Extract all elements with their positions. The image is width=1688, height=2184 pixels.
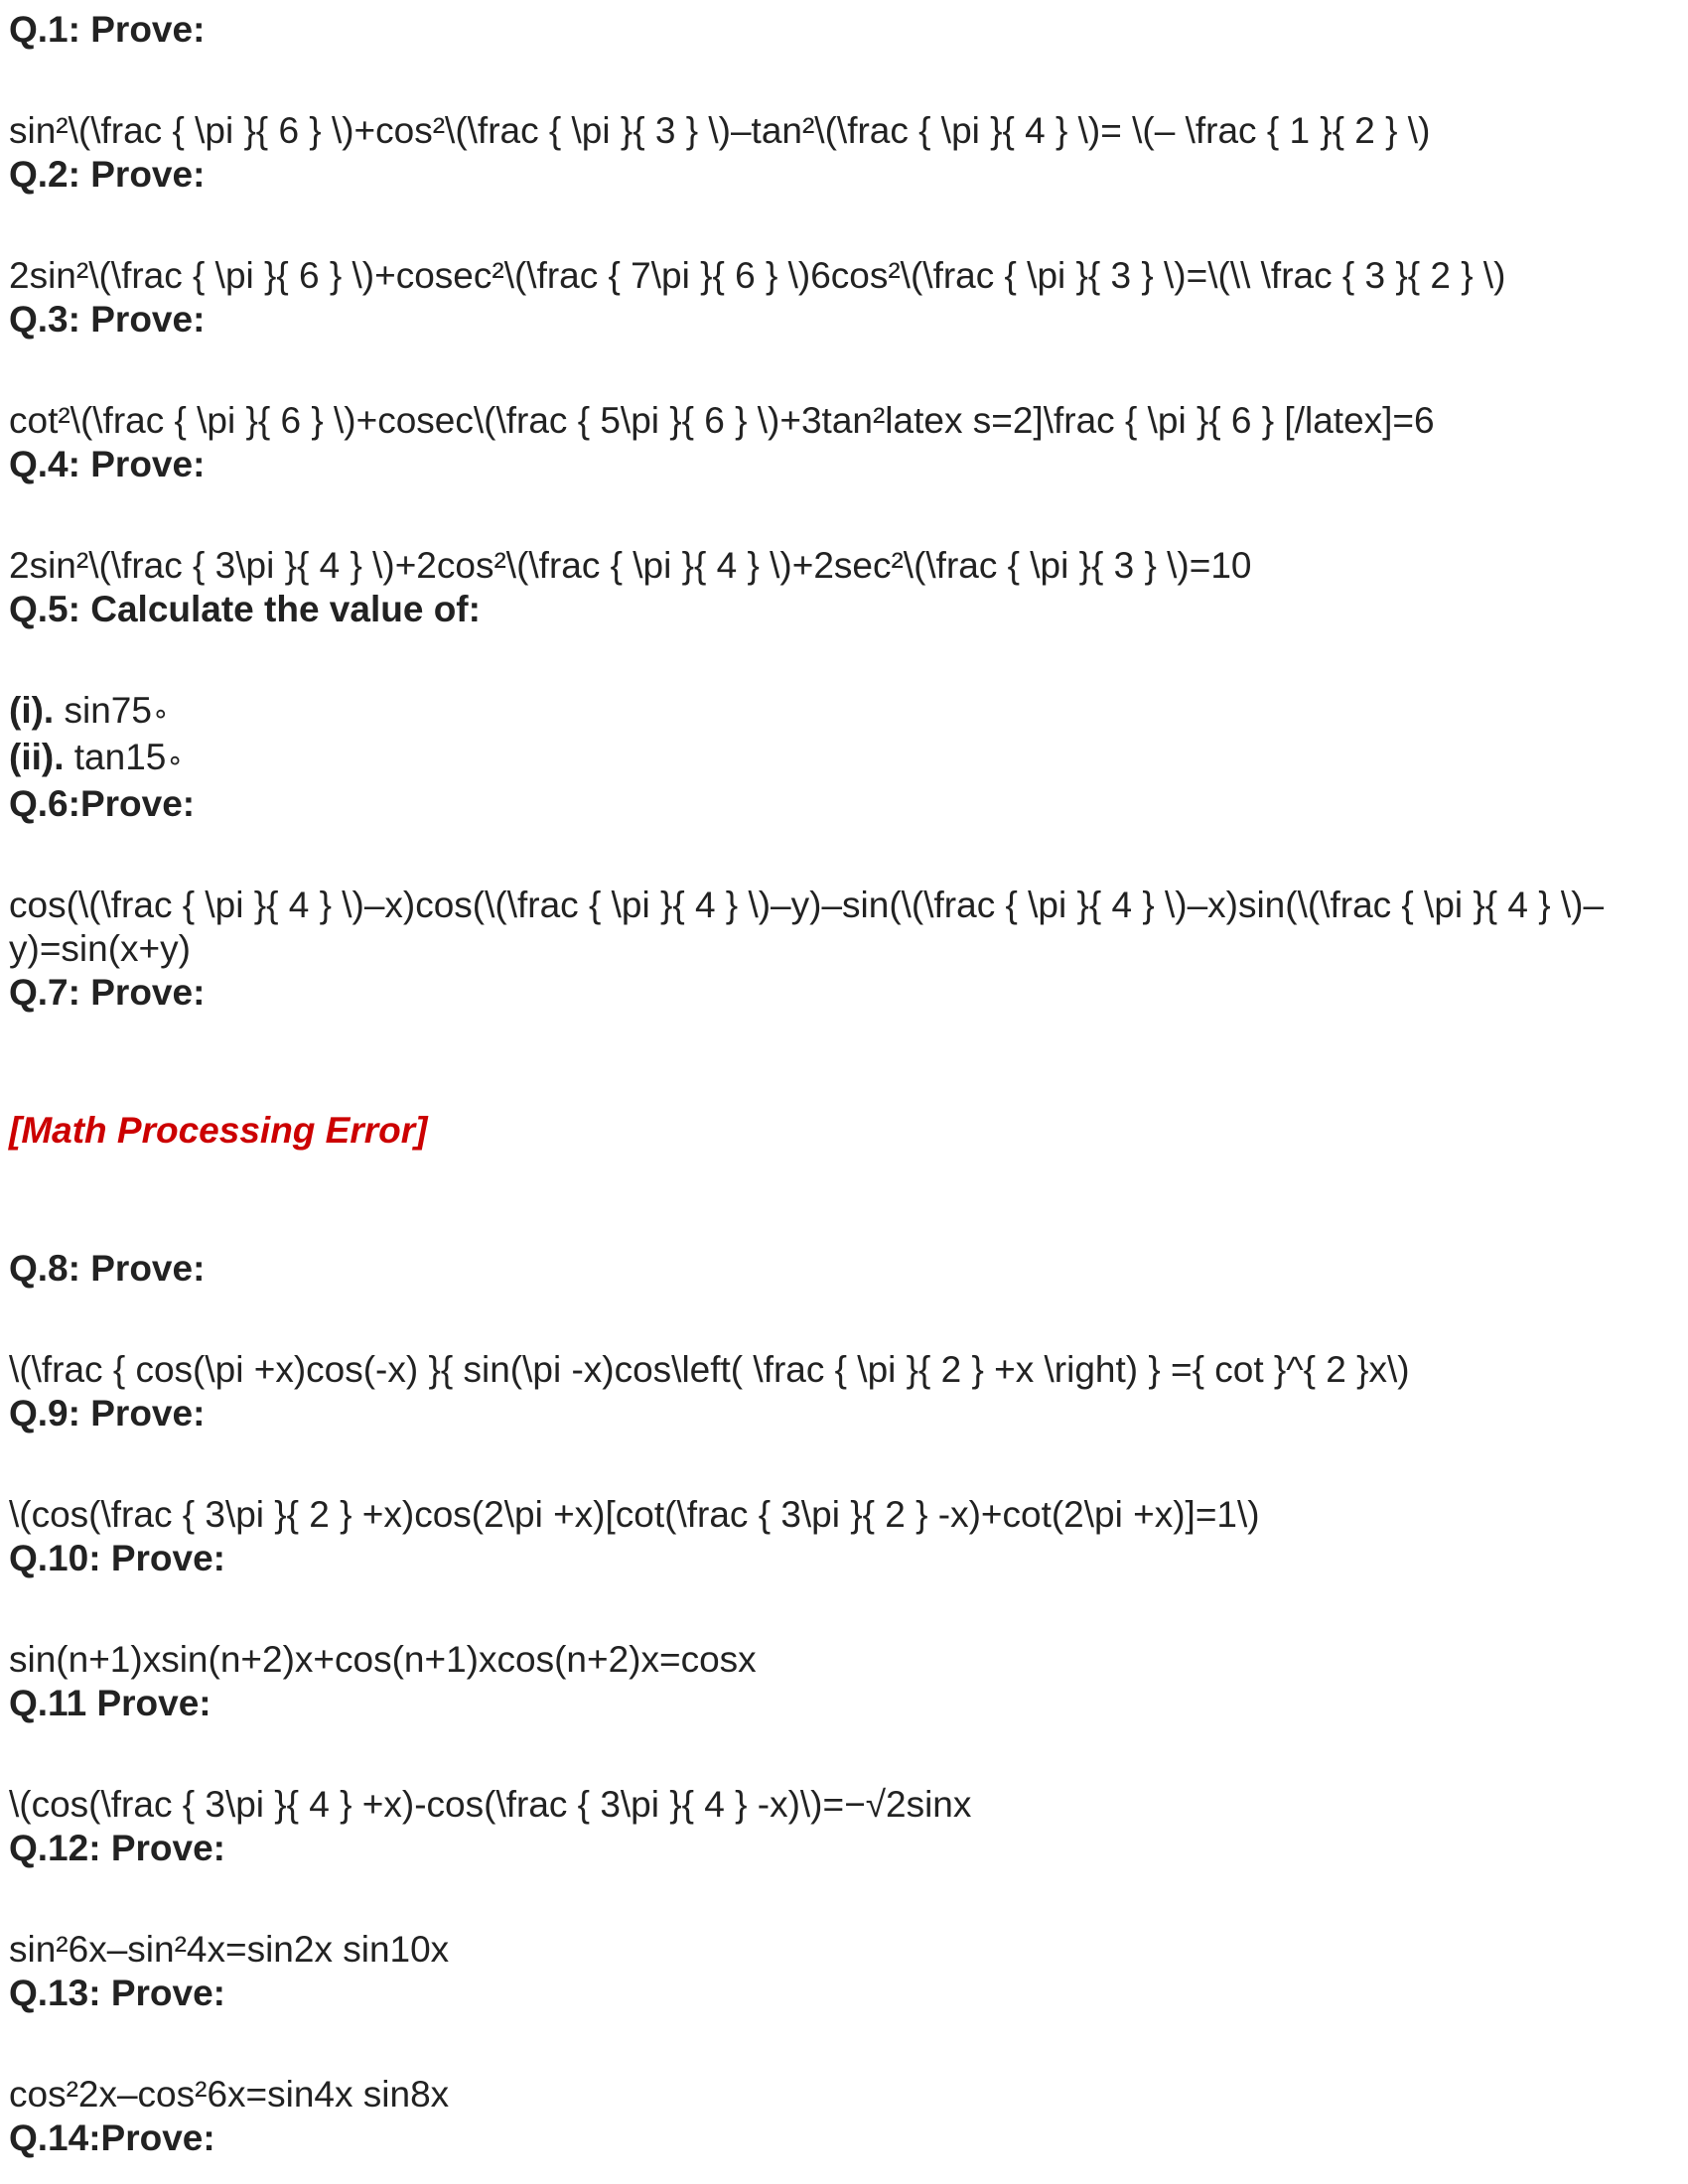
question-13-title: Q.13: Prove: [9,1973,225,2013]
question-10-title: Q.10: Prove: [9,1538,225,1578]
question-11-title: Q.11 Prove: [9,1683,211,1723]
question-14-title: Q.14:Prove: [9,2117,215,2158]
question-8-body: \(\frac { cos(\pi +x)cos(-x) }{ sin(\pi -x)cos\left( \frac { \pi }{ 2 } +x \right) } ={ cot }^{ 2 }x\) [9,1349,1410,1390]
question-1-title: Q.1: Prove: [9,9,206,50]
question-12-title: Q.12: Prove: [9,1828,225,1868]
question-9-title: Q.9: Prove: [9,1393,206,1433]
question-5-item-ii-label: (ii). [9,737,65,777]
question-1-body: sin²\(\frac { \pi }{ 6 } \)+cos²\(\frac { \pi }{ 3 } \)–tan²\(\frac { \pi }{ 4 } \)= \(– \frac { 1 }{ 2 } \) [9,110,1431,151]
question-8-title: Q.8: Prove: [9,1248,206,1289]
question-5-item-ii [9,736,1637,782]
question-3-title: Q.3: Prove: [9,299,206,340]
math-processing-error: [Math Processing Error] [9,1110,428,1151]
degree-symbol: ∘ [166,745,184,775]
question-5-item-ii-text: tan15 [64,737,167,777]
question-7-title: Q.7: Prove: [9,972,206,1013]
question-13-body: cos²2x–cos²6x=sin4x sin8x [9,2074,450,2115]
question-6-body: cos(\(\frac { \pi }{ 4 } \)–x)cos(\(\frac { \pi }{ 4 } \)–y)–sin(\(\frac { \pi }{ 4 } \)–x)sin(\(\frac { \pi }{ 4 } \)–y)=sin(x+y) [9,885,1605,969]
question-5-item-i-label: (i). [9,690,55,731]
degree-symbol: ∘ [151,698,170,729]
question-10-body: sin(n+1)xsin(n+2)x+cos(n+1)xcos(n+2)x=cosx [9,1639,757,1680]
question-12-body: sin²6x–sin²4x=sin2x sin10x [9,1929,450,1970]
question-5-title: Q.5: Calculate the value of: [9,589,481,629]
question-2-body: 2sin²\(\frac { \pi }{ 6 } \)+cosec²\(\frac { 7\pi }{ 6 } \)6cos²\(\frac { \pi }{ 3 } \)=\(\\ \frac { 3 }{ 2 } \) [9,255,1506,296]
question-6-title: Q.6:Prove: [9,783,196,824]
question-5-item-i [9,689,1637,736]
question-11-body: \(cos(\frac { 3\pi }{ 4 } +x)-cos(\frac { 3\pi }{ 4 } -x)\)=−√2sinx [9,1784,972,1825]
question-3-body: cot²\(\frac { \pi }{ 6 } \)+cosec\(\frac { 5\pi }{ 6 } \)+3tan²latex s=2]\frac { \pi }{ 6 } [/latex]=6 [9,400,1435,441]
question-4-body: 2sin²\(\frac { 3\pi }{ 4 } \)+2cos²\(\frac { \pi }{ 4 } \)+2sec²\(\frac { \pi }{ 3 } \)=10 [9,545,1252,586]
question-4-title: Q.4: Prove: [9,444,206,484]
question-9-body: \(cos(\frac { 3\pi }{ 2 } +x)cos(2\pi +x)[cot(\frac { 3\pi }{ 2 } -x)+cot(2\pi +x)]=1\) [9,1494,1260,1535]
question-2-title: Q.2: Prove: [9,154,206,195]
question-5-item-i-text: sin75 [54,690,152,731]
